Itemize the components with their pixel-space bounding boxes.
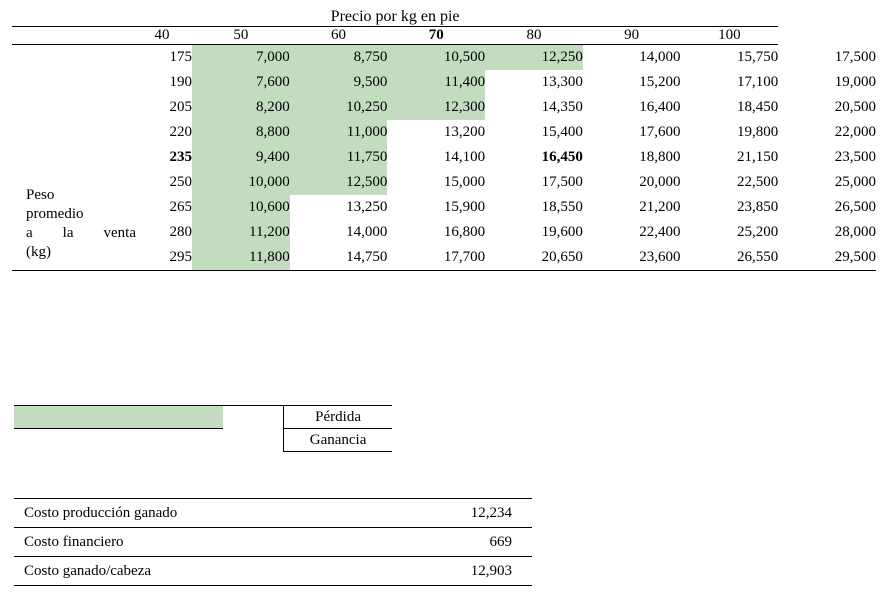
table-cell: 26,550 [681, 245, 779, 271]
row-axis-spacer [12, 145, 132, 170]
table-cell: 19,800 [736, 124, 779, 140]
legend-label-loss: Pérdida [284, 406, 392, 429]
legend-table [14, 405, 392, 452]
table-cell: 18,550 [541, 199, 583, 215]
sensitivity-table [12, 8, 876, 271]
table-cell: 8,750 [290, 45, 388, 71]
table-cell: 23,600 [583, 245, 681, 271]
table-cell: 8,800 [192, 120, 290, 145]
table-cell: 20,000 [639, 174, 681, 190]
table-row [12, 95, 876, 120]
row-axis-spacer [12, 70, 132, 95]
table-cell: 25,200 [736, 224, 779, 240]
table-cell: 19,000 [834, 74, 876, 90]
cost-row [14, 557, 532, 586]
table-cell: 15,000 [443, 174, 486, 190]
row-axis-label-line-1: promedio [26, 206, 84, 222]
table-cell: 18,800 [639, 149, 681, 165]
table-cell: 17,100 [736, 74, 779, 90]
table-cell: 10,000 [192, 170, 290, 195]
column-header-3: 70 [387, 27, 485, 45]
table-cell: 10,600 [192, 195, 290, 220]
cost-label: Costo ganado/cabeza [14, 557, 376, 586]
table-cell: 16,800 [443, 224, 486, 240]
table-cell: 19,600 [541, 224, 583, 240]
table-cell: 12,500 [290, 170, 388, 195]
table-row [12, 45, 876, 71]
legend-row-gain [14, 429, 392, 452]
table-cell: 10,500 [387, 45, 485, 71]
table-cell: 14,750 [290, 245, 388, 271]
row-header: 235 [169, 149, 192, 165]
table-cell: 16,450 [541, 149, 583, 165]
table-row [12, 245, 876, 271]
table-row [12, 120, 876, 145]
legend-swatch-loss [14, 406, 223, 429]
column-header-0: 40 [132, 27, 192, 45]
table-cell: 15,750 [736, 49, 779, 65]
row-header: 295 [132, 245, 192, 271]
row-axis-label-line-0: Peso [26, 187, 55, 203]
costs-table-wrap [14, 498, 534, 586]
column-header-5: 90 [583, 27, 681, 45]
row-header: 280 [169, 224, 192, 240]
row-axis-label-line-2: a la venta [26, 225, 136, 241]
table-cell: 21,150 [736, 149, 779, 165]
row-axis-spacer [12, 45, 132, 71]
table-cell: 11,800 [192, 245, 290, 271]
table-cell: 15,400 [541, 124, 583, 140]
table-cell: 14,350 [541, 99, 583, 115]
table-cell: 17,700 [387, 245, 485, 271]
table-cell: 11,400 [387, 70, 485, 95]
table-cell: 13,300 [541, 74, 583, 90]
table-cell: 12,250 [485, 45, 583, 71]
table-cell: 11,750 [290, 145, 388, 170]
legend-swatch-gain [14, 429, 223, 452]
cost-row [14, 528, 532, 557]
row-axis-label-line-3: (kg) [26, 244, 51, 260]
row-axis-label [26, 186, 136, 262]
legend-spacer-bottom [223, 429, 283, 452]
cost-row [14, 499, 532, 528]
table-row [12, 145, 876, 170]
table-cell: 17,500 [541, 174, 583, 190]
table-cell: 9,400 [192, 145, 290, 170]
table-cell: 15,200 [639, 74, 681, 90]
table-cell: 9,500 [290, 70, 388, 95]
row-header: 250 [169, 174, 192, 190]
table-title-row [12, 8, 876, 27]
column-header-1: 50 [192, 27, 290, 45]
table-cell: 12,300 [387, 95, 485, 120]
table-cell: 15,900 [443, 199, 486, 215]
table-cell: 20,650 [485, 245, 583, 271]
table-cell: 17,600 [639, 124, 681, 140]
table-cell: 23,850 [736, 199, 779, 215]
legend-label-gain: Ganancia [284, 429, 392, 452]
cost-label: Costo financiero [14, 528, 376, 557]
table-cell: 8,200 [192, 95, 290, 120]
table-cell: 26,500 [834, 199, 876, 215]
costs-table [14, 498, 532, 586]
table-cell: 14,100 [443, 149, 486, 165]
table-cell: 10,250 [290, 95, 388, 120]
table-cell: 21,200 [639, 199, 681, 215]
legend-spacer-top [223, 406, 283, 429]
row-header: 205 [169, 99, 192, 115]
column-header-2: 60 [290, 27, 388, 45]
table-cell: 13,200 [443, 124, 486, 140]
sensitivity-matrix [12, 8, 876, 271]
column-header-row [12, 27, 876, 45]
table-cell: 14,000 [346, 224, 388, 240]
row-axis-spacer [12, 120, 132, 145]
table-cell: 14,000 [639, 49, 681, 65]
table-title: Precio por kg en pie [12, 8, 778, 27]
table-cell: 28,000 [834, 224, 876, 240]
cost-amount: 669 [376, 528, 532, 557]
table-cell: 11,200 [192, 220, 290, 245]
table-cell: 7,600 [192, 70, 290, 95]
row-header: 265 [169, 199, 192, 215]
table-cell: 22,000 [834, 124, 876, 140]
table-cell: 17,500 [834, 48, 876, 65]
column-header-6: 100 [681, 27, 779, 45]
table-row [12, 220, 876, 245]
table-cell: 22,500 [736, 174, 779, 190]
table-cell: 23,500 [834, 149, 876, 165]
cost-label: Costo producción ganado [14, 499, 376, 528]
table-row [12, 70, 876, 95]
row-header: 190 [169, 74, 192, 90]
row-header: 220 [169, 124, 192, 140]
table-cell: 13,250 [346, 199, 388, 215]
table-cell: 18,450 [736, 99, 779, 115]
table-row [12, 195, 876, 220]
legend-row-loss [14, 406, 392, 429]
table-cell: 20,500 [834, 99, 876, 115]
cost-amount: 12,234 [376, 499, 532, 528]
row-axis-spacer [12, 95, 132, 120]
cost-amount: 12,903 [376, 557, 532, 586]
table-cell: 7,000 [192, 45, 290, 71]
table-row [12, 170, 876, 195]
table-cell: 25,000 [834, 174, 876, 190]
table-cell: 11,000 [290, 120, 388, 145]
table-cell: 22,400 [639, 224, 681, 240]
row-header: 175 [169, 49, 192, 65]
table-cell: 29,500 [778, 245, 876, 271]
legend [14, 405, 394, 452]
column-header-4: 80 [485, 27, 583, 45]
corner-cell [12, 27, 132, 45]
table-cell: 16,400 [639, 99, 681, 115]
